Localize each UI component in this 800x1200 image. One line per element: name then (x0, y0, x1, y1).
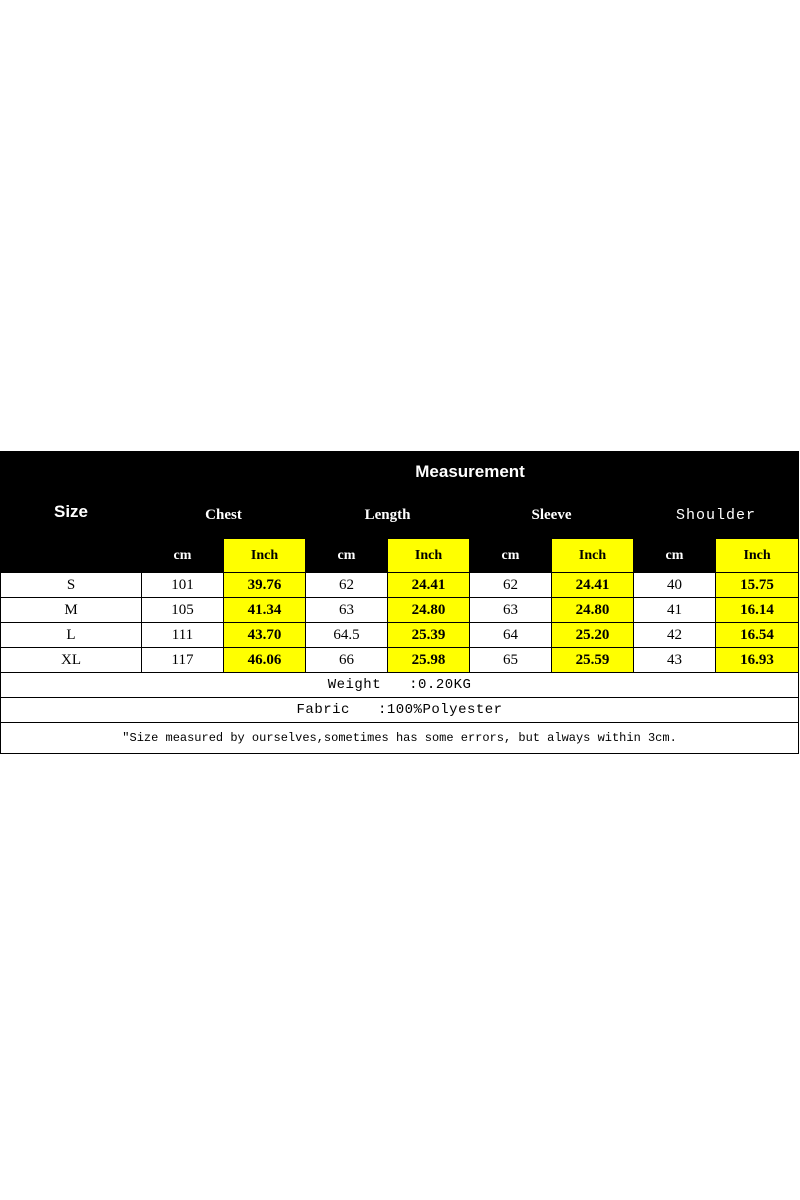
sleeve-cm-cell: 65 (470, 648, 552, 673)
length-cm-cell: 62 (306, 573, 388, 598)
shoulder-cm-cell: 42 (634, 623, 716, 648)
sleeve-cm-cell: 64 (470, 623, 552, 648)
table-row (1, 648, 799, 673)
chest-cm-cell: 105 (142, 598, 224, 623)
sleeve-header: Sleeve (470, 492, 634, 539)
shoulder-inch-cell: 16.14 (716, 598, 799, 623)
fabric-row (1, 698, 799, 723)
unit-inch-header: Inch (716, 539, 799, 573)
unit-inch-header: Inch (388, 539, 470, 573)
length-cm-cell: 66 (306, 648, 388, 673)
shoulder-inch-cell: 15.75 (716, 573, 799, 598)
size-cell: L (1, 623, 142, 648)
chest-header: Chest (142, 492, 306, 539)
length-inch-cell: 24.41 (388, 573, 470, 598)
chest-cm-cell: 101 (142, 573, 224, 598)
size-header: Size (1, 452, 142, 573)
unit-cm-header: cm (634, 539, 716, 573)
sleeve-cm-cell: 62 (470, 573, 552, 598)
weight-value: :0.20KG (409, 677, 472, 693)
length-inch-cell: 25.98 (388, 648, 470, 673)
table-row (1, 623, 799, 648)
sleeve-inch-cell: 24.80 (552, 598, 634, 623)
unit-cm-header: cm (142, 539, 224, 573)
size-cell: S (1, 573, 142, 598)
sleeve-inch-cell: 25.59 (552, 648, 634, 673)
unit-inch-header: Inch (224, 539, 306, 573)
length-header: Length (306, 492, 470, 539)
chest-cm-cell: 111 (142, 623, 224, 648)
length-cm-cell: 64.5 (306, 623, 388, 648)
weight-row (1, 673, 799, 698)
shoulder-header: Shoulder (634, 492, 799, 539)
unit-inch-header: Inch (552, 539, 634, 573)
shoulder-cm-cell: 41 (634, 598, 716, 623)
unit-cm-header: cm (470, 539, 552, 573)
fabric-value: :100%Polyester (377, 702, 503, 718)
note-row (1, 723, 799, 754)
chest-inch-cell: 46.06 (224, 648, 306, 673)
size-chart (0, 451, 800, 754)
table-row (1, 573, 799, 598)
chest-cm-cell: 117 (142, 648, 224, 673)
length-cm-cell: 63 (306, 598, 388, 623)
measurement-note: "Size measured by ourselves,sometimes has some errors, but always within 3cm. (1, 723, 799, 754)
shoulder-inch-cell: 16.54 (716, 623, 799, 648)
size-chart-table (0, 451, 799, 754)
shoulder-cm-cell: 43 (634, 648, 716, 673)
size-cell: XL (1, 648, 142, 673)
table-row (1, 598, 799, 623)
shoulder-cm-cell: 40 (634, 573, 716, 598)
chest-inch-cell: 43.70 (224, 623, 306, 648)
measurement-header: Measurement (142, 452, 799, 492)
chest-inch-cell: 41.34 (224, 598, 306, 623)
length-inch-cell: 25.39 (388, 623, 470, 648)
unit-cm-header: cm (306, 539, 388, 573)
shoulder-inch-cell: 16.93 (716, 648, 799, 673)
length-inch-cell: 24.80 (388, 598, 470, 623)
sleeve-inch-cell: 24.41 (552, 573, 634, 598)
size-cell: M (1, 598, 142, 623)
chest-inch-cell: 39.76 (224, 573, 306, 598)
sleeve-cm-cell: 63 (470, 598, 552, 623)
fabric-label: Fabric (296, 702, 350, 718)
sleeve-inch-cell: 25.20 (552, 623, 634, 648)
weight-label: Weight (327, 677, 382, 693)
